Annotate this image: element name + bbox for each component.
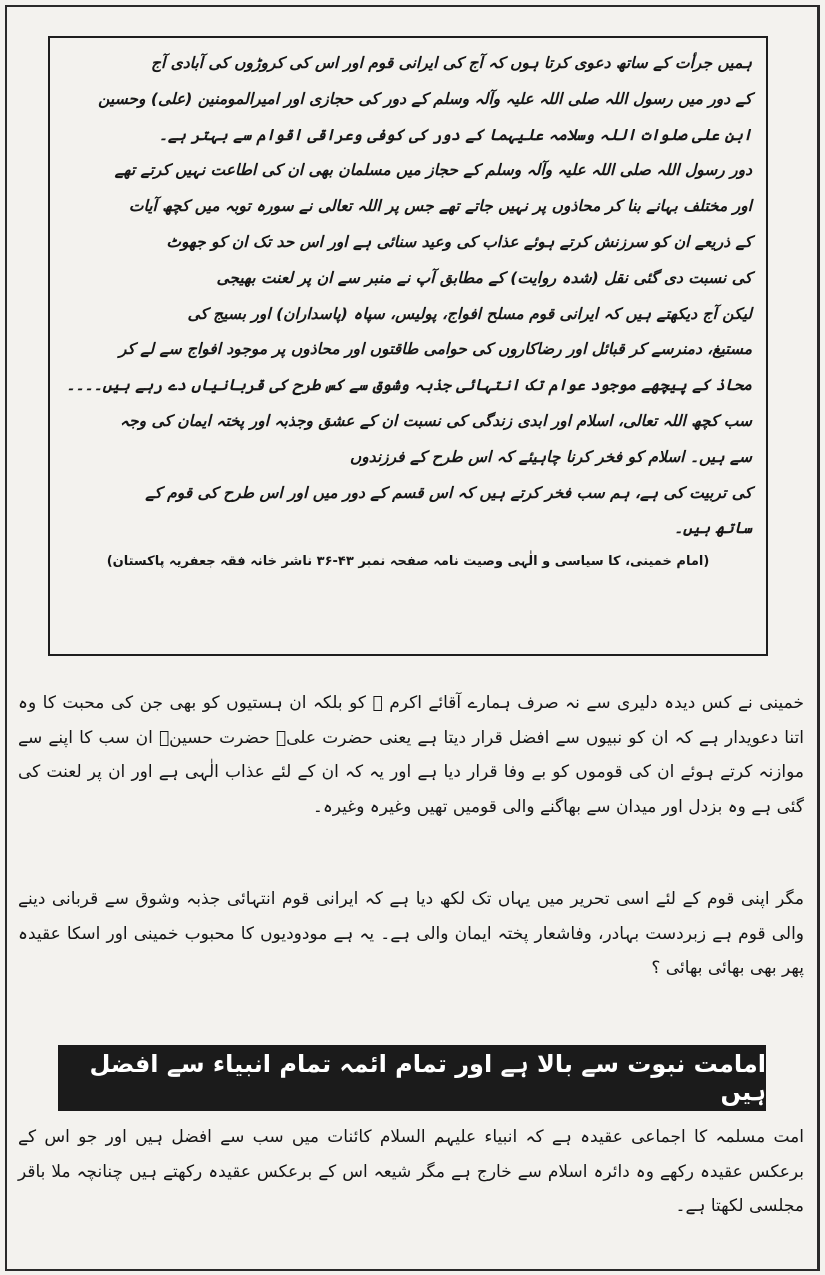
section-heading: امامت نبوت سے بالا ہے اور تمام ائمہ تمام انبیاء سے افضل ہیں — [58, 1045, 766, 1111]
quote-citation: (امام خمینی، کا سیاسی و الٰہی وصیت نامہ صفحہ نمبر ۴۳-۳۶ ناشر خانہ فقہ جعفریہ پاکستان) — [106, 554, 710, 570]
paragraph-1: خمینی نے کس دیدہ دلیری سے نہ صرف ہمارے آقائے اکرم ﷺ کو بلکہ ان ہستیوں کو بھی جن کی محبت کا وہ اتنا دعویدار ہے کہ ان کو نبیوں سے افضل قرار دیتا ہے یعنی حضرت علیؓ حضرت حسینؓ ان سب کا اپنے سے موازنہ کرتے ہوئے ان کی قوموں کو بے وفا قرار دیا ہے اور یہ کہ ان کے لئے عذاب الٰہی ہے اور ان پر لعنت کی گئی ہے وہ بزدل اور میدان سے بھاگنے والی قومیں تھیں وغیرہ وغیرہ۔ — [18, 693, 804, 817]
quote-line: سے ہیں۔ اسلام کو فخر کرنا چاہیئے کہ اس طرح کے فرزندوں — [349, 447, 752, 466]
quote-line: دور رسول اللہ صلی اللہ علیہ وآلہ وسلم کے حجاز میں مسلمان بھی ان کی اطاعت نہیں کرتے تھے — [114, 161, 752, 180]
quote-line: لیکن آج دیکھتے ہیں کہ ایرانی قوم مسلح افواج، پولیس، سپاہ (پاسداران) اور بسیج کی — [187, 304, 752, 323]
paragraph-2: مگر اپنی قوم کے لئے اسی تحریر میں یہاں تک لکھ دیا ہے کہ ایرانی قوم انتہائی جذبہ وشوق سے قربانی دینے والی قوم ہے زبردست بہادر، وفاشعار پختہ ایمان والی ہے۔ یہ ہے مودودیوں کا محبوب خمینی اور اسکا عقیدہ پھر بھی بھائی بھائی ؟ — [18, 889, 804, 978]
quote-line: ابن علی صلوات اللہ وسلامہ علیہما کے دور کی کوفی وعراقی اقوام سے بہتر ہے۔ — [158, 125, 752, 144]
quote-line: ہمیں جرأت کے ساتھ دعوی کرتا ہوں کہ آج کی ایرانی قوم اور اس کی کروڑوں کی آبادی آج — [150, 54, 752, 72]
quote-line: سب کچھ اللہ تعالی، اسلام اور ابدی زندگی کی نسبت ان کے عشق وجذبہ اور پختہ ایمان کی وجہ — [119, 411, 752, 430]
quote-line: محاذ کے پیچھے موجود عوام تک انتہائی جذبہ وشوق سے کس طرح کی قربانیاں دے رہے ہیں۔۔۔۔ — [66, 376, 752, 395]
quote-line: کی نسبت دی گئی نقل (شدہ روایت) کے مطابق آپ نے منبر سے ان پر لعنت بھیجی — [216, 268, 752, 287]
quote-line: کے دور میں رسول اللہ صلی اللہ علیہ وآلہ وسلم کے دور کی حجازی اور امیرالمومنین (علی) وحسین — [98, 89, 752, 108]
quote-line: کی تربیت کی ہے، ہم سب فخر کرتے ہیں کہ اس قسم کے دور میں اور اس طرح کی قوم کے — [145, 483, 752, 502]
paragraph-3: امت مسلمہ کا اجماعی عقیدہ ہے کہ انبیاء علیہم السلام کائنات میں سب سے افضل ہیں اور جو اس کے برعکس عقیدہ رکھے وہ دائرہ اسلام سے خارج ہے مگر شیعہ اس کے برعکس عقیدہ رکھتے ہیں چنانچہ ملا باقر مجلسی لکھتا ہے۔ — [18, 1127, 804, 1216]
quote-line: اور مختلف بہانے بنا کر محاذوں پر نہیں جاتے تھے جس پر اللہ تعالی نے سورہ توبہ میں کچھ آیات — [128, 197, 752, 216]
quote-line: ساتھ ہیں۔ — [673, 519, 752, 538]
quote-box — [48, 36, 768, 656]
quote-line: کے ذریعے ان کو سرزنش کرتے ہوئے عذاب کی وعید سنائی ہے اور اس حد تک ان کو جھوٹ — [166, 232, 752, 251]
quote-line: مستیغ، دمنرسے کر قبائل اور رضاکاروں کی حوامی طاقتوں اور محاذوں پر موجود افواج سے لے کر — [118, 340, 752, 359]
